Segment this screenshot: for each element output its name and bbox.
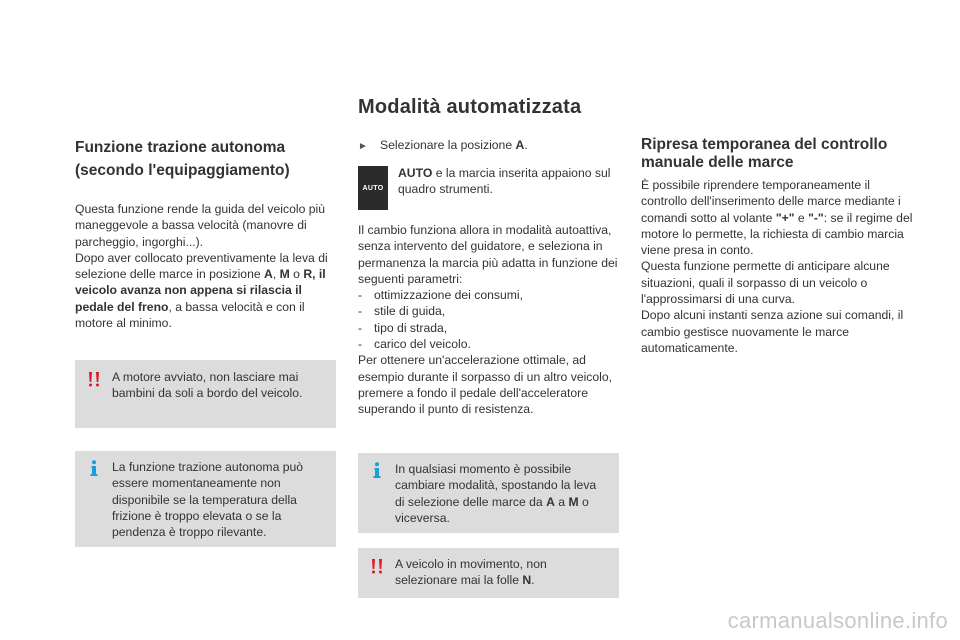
info-note-traction: [75, 451, 336, 547]
text: : se il regime del motore lo permette, la richiesta di cambio marcia viene presa in conto.: [641, 210, 913, 258]
text-bold: M: [568, 494, 579, 509]
warning-note-children: [75, 360, 336, 428]
heading-line: Funzione trazione autonoma: [75, 139, 286, 156]
list-item: [358, 320, 623, 336]
text: Selezionare la posizione: [380, 138, 516, 152]
warning-note-neutral: [358, 548, 619, 598]
text: È possibile riprendere temporaneamente il controllo dell'inserimento delle marce mediante i comandi sotto al volante: [641, 178, 901, 225]
info-icon: [86, 460, 102, 476]
traction-description: [75, 201, 340, 331]
paragraph: [641, 177, 916, 258]
text: In qualsiasi momento è possibile cambiare modalità, spostando la leva di selezione delle marce da: [395, 462, 597, 509]
instruction-select: [358, 137, 623, 155]
text-bold: N: [522, 573, 532, 588]
list-dash: -: [358, 337, 363, 352]
section-heading-manual: Ripresa temporanea del controllo manuale delle marce: [641, 136, 888, 171]
list-item-text: tipo di strada,: [374, 320, 448, 335]
list-dash: -: [358, 320, 363, 335]
text-bold: , il veicolo avanza non appena si rilascia il pedale del freno: [75, 267, 326, 314]
watermark: carmanualsonline.info: [727, 608, 948, 633]
note-text: A motore avviato, non lasciare mai bambini da soli a bordo del veicolo.: [112, 370, 303, 401]
text-bold: A: [264, 267, 273, 282]
text: e: [794, 210, 809, 225]
paragraph: Questa funzione permette di anticipare alcune situazioni, quali il sorpasso di un veicolo o l'approssimarsi di una curva.: [641, 259, 890, 307]
paragraph: [75, 250, 340, 331]
text: Dopo aver collocato preventivamente la leva di selezione delle marce in posizione: [75, 250, 328, 282]
info-icon: [369, 462, 385, 478]
text: , a bassa velocità e con il motore al minimo.: [75, 299, 305, 331]
text-bold: A: [515, 138, 525, 152]
text: ,: [272, 267, 280, 282]
text-bold: "-": [808, 210, 824, 225]
paragraph: Il cambio funziona allora in modalità autoattiva, senza intervento del guidatore, e seleziona in permanenza la marcia più adatta in funzione dei seguenti parametri:: [358, 223, 618, 286]
list-dash: -: [358, 288, 363, 303]
manual-control-description: [641, 177, 916, 356]
list-dash: -: [358, 304, 363, 319]
list-item-text: carico del veicolo.: [374, 337, 471, 352]
text-bold: AUTO: [398, 166, 433, 180]
page-title: Modalità automatizzata: [358, 96, 582, 118]
text-bold: A: [546, 494, 555, 509]
auto-display-icon: AUTO: [358, 166, 388, 210]
text-bold: M: [279, 267, 290, 282]
list-item: [358, 303, 623, 319]
warning-icon: [86, 371, 102, 387]
text-bold: R: [303, 267, 313, 282]
text: o: [289, 267, 304, 282]
list-item: [358, 287, 623, 303]
text: .: [531, 573, 535, 588]
note-text: La funzione trazione autonoma può essere momentaneamente non disponibile se la temperatura della frizione è troppo elevata o se la pendenza è troppo rilevante.: [112, 460, 304, 540]
paragraph: Per ottenere un'accelerazione ottimale, ad esempio durante il sorpasso di un altro veicolo, premere a fondo il pedale dell'acceleratore superando il punto di resistenza.: [358, 353, 613, 417]
text: o viceversa.: [395, 494, 589, 525]
paragraph: Dopo alcuni instanti senza azione sui comandi, il cambio gestisce nuovamente le marce automaticamente.: [641, 308, 904, 355]
auto-mode-description: [358, 222, 623, 418]
list-item: [358, 336, 623, 352]
list-item-text: ottimizzazione dei consumi,: [374, 288, 524, 303]
paragraph: Questa funzione rende la guida del veicolo più maneggevole a bassa velocità (manovre di parcheggio, ingorghi...).: [75, 202, 326, 249]
arrow-bullet-icon: ►: [358, 141, 368, 152]
text: .: [524, 138, 528, 152]
warning-icon: [369, 558, 385, 574]
text: a: [554, 494, 569, 509]
text: A veicolo in movimento, non selezionare mai la folle: [395, 557, 547, 588]
info-note-mode-change: [358, 453, 619, 533]
section-heading-traction: [75, 136, 345, 182]
auto-indicator: [358, 165, 623, 211]
auto-text: [398, 165, 623, 198]
note-text: [395, 556, 607, 589]
list-item-text: stile di guida,: [374, 304, 446, 319]
note-text: [395, 461, 607, 526]
heading-line: (secondo l'equipaggiamento): [75, 162, 290, 179]
text: e la marcia inserita appaiono sul quadro strumenti.: [398, 166, 611, 197]
text-bold: "+": [775, 210, 795, 225]
